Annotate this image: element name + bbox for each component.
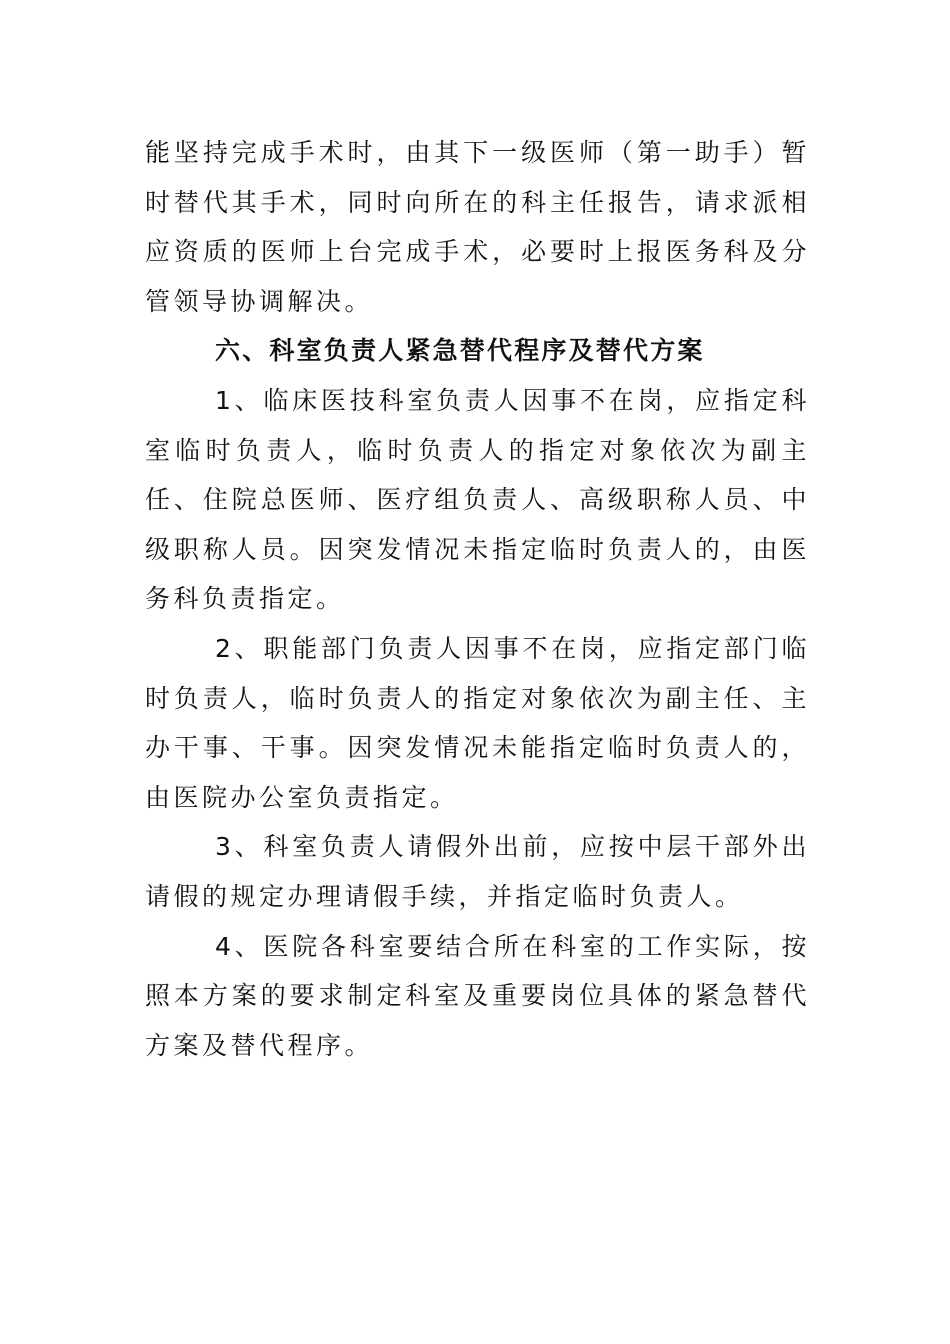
paragraph-item-4: 4、医院各科室要结合所在科室的工作实际，按照本方案的要求制定科室及重要岗位具体的紧急替代方案及替代程序。 [145, 931, 810, 1060]
paragraph-item-3: 3、科室负责人请假外出前，应按中层干部外出请假的规定办理请假手续，并指定临时负责人。 [145, 832, 810, 911]
paragraph-item-1: 1、临床医技科室负责人因事不在岗，应指定科室临时负责人，临时负责人的指定对象依次为副主任、住院总医师、医疗组负责人、高级职称人员、中级职称人员。因突发情况未指定临时负责人的，由医务科负责指定。 [145, 385, 810, 614]
document-body [145, 128, 810, 1070]
paragraph-item-2: 2、职能部门负责人因事不在岗，应指定部门临时负责人，临时负责人的指定对象依次为副主任、主办干事、干事。因突发情况未能指定临时负责人的，由医院办公室负责指定。 [145, 633, 810, 812]
paragraph-continuation: 能坚持完成手术时，由其下一级医师（第一助手）暂时替代其手术，同时向所在的科主任报告，请求派相应资质的医师上台完成手术，必要时上报医务科及分管领导协调解决。 [145, 138, 810, 316]
section-heading: 六、科室负责人紧急替代程序及替代方案 [215, 336, 705, 366]
